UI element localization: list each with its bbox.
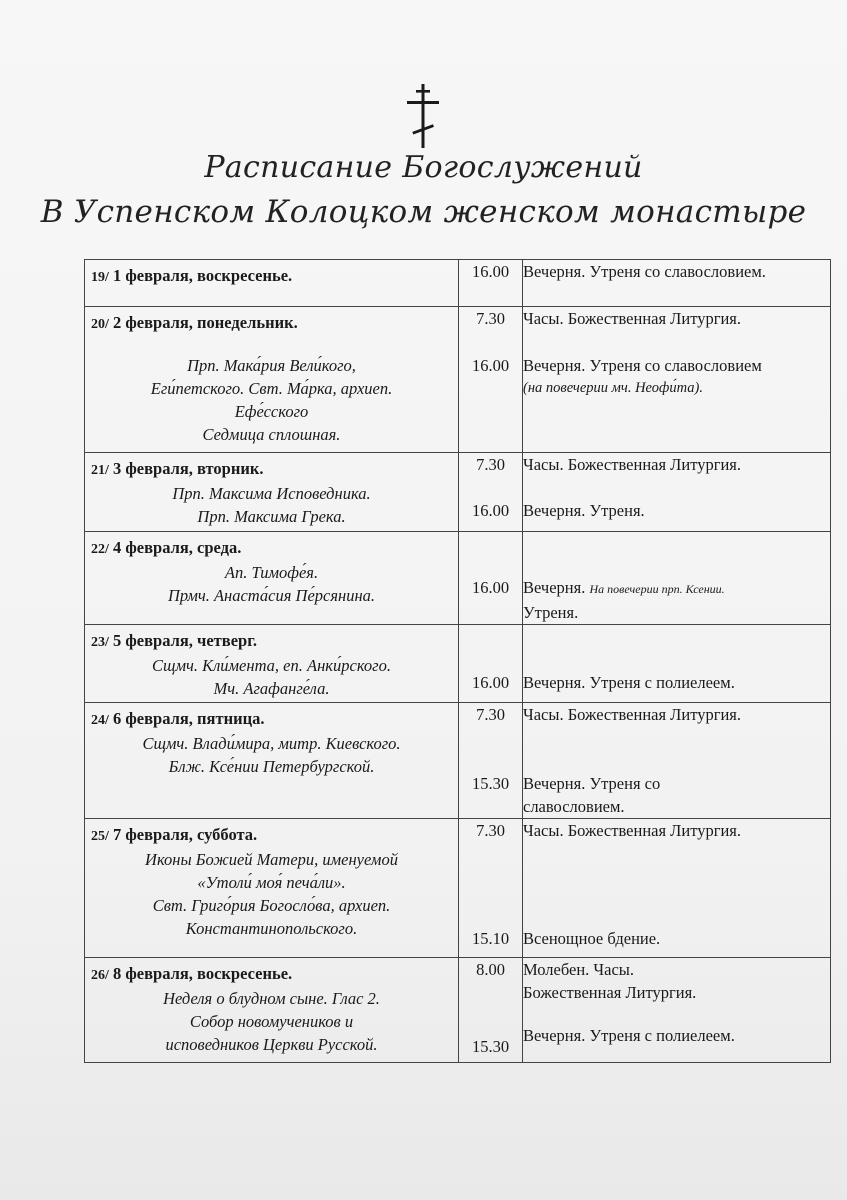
day-cell — [85, 307, 459, 453]
service-text: Вечерня. Утреня с полиелеем. — [523, 673, 735, 692]
service-cell — [523, 625, 831, 703]
day-heading — [85, 453, 458, 482]
table-row — [85, 260, 831, 307]
service-text: Утреня. — [523, 603, 579, 622]
service-time: 16.00 — [471, 262, 510, 281]
saint-line: Седмица сплошная. — [202, 425, 341, 444]
service-text: Часы. Божественная Литургия. — [523, 309, 742, 328]
service-text: Часы. Божественная Литургия. — [523, 705, 742, 724]
service-cell — [523, 307, 831, 453]
day-cell — [85, 625, 459, 703]
service-time: 7.30 — [476, 705, 505, 724]
service-cell — [523, 453, 831, 532]
service-text: Вечерня. Утреня. — [523, 501, 645, 520]
service-time: 15.30 — [471, 774, 510, 793]
old-style-date: 22/ — [91, 542, 109, 557]
saints-list — [85, 848, 458, 940]
time-cell — [459, 958, 523, 1063]
day-date: 7 февраля, суббота. — [113, 825, 258, 844]
saint-line: Константинопольского. — [185, 919, 358, 938]
saint-line: Ап. Тимофе́я. — [224, 563, 319, 582]
saints-list — [85, 654, 458, 700]
old-style-date: 24/ — [91, 713, 109, 728]
saint-line: Мч. Агафанге́ла. — [213, 679, 330, 698]
saint-line: Неделя о блудном сыне. Глас 2. — [163, 989, 380, 1008]
service-text: Вечерня. Утреня с полиелеем. — [523, 1026, 735, 1045]
table-row — [85, 453, 831, 532]
service-note: (на повечерии мч. Неофи́та). — [523, 380, 703, 396]
saint-line: Ефе́сского — [234, 402, 309, 421]
old-style-date: 26/ — [91, 968, 109, 983]
service-text: Божественная Литургия. — [523, 983, 697, 1002]
old-style-date: 23/ — [91, 635, 109, 650]
page-subtitle: В Успенском Колоцком женском монастыре — [40, 194, 807, 230]
day-heading — [85, 819, 458, 848]
saints-list — [85, 482, 458, 528]
service-line — [523, 576, 830, 601]
service-text: Всенощное бдение. — [523, 929, 661, 948]
day-date: 1 февраля, воскресенье. — [113, 266, 293, 285]
time-cell — [459, 453, 523, 532]
service-cell — [523, 260, 831, 307]
saint-line: Прмч. Анаста́сия Пе́рсянина. — [167, 586, 376, 605]
service-text: Часы. Божественная Литургия. — [523, 455, 742, 474]
saint-line: Собор новомучеников и — [189, 1012, 354, 1031]
saint-line: «Утоли́ моя́ печа́ли». — [197, 873, 346, 892]
day-date: 4 февраля, среда. — [113, 538, 242, 557]
service-time: 7.30 — [476, 455, 505, 474]
service-time: 15.10 — [471, 929, 510, 948]
day-heading — [85, 703, 458, 732]
day-cell — [85, 453, 459, 532]
service-cell — [523, 532, 831, 625]
service-cell — [523, 703, 831, 819]
time-cell — [459, 260, 523, 307]
day-date: 5 февраля, четверг. — [113, 631, 257, 650]
saint-line: Сщмч. Влади́мира, митр. Киевского. — [142, 734, 401, 753]
service-time: 7.30 — [476, 309, 505, 328]
table-row — [85, 819, 831, 958]
saints-list — [85, 354, 458, 446]
time-cell — [459, 532, 523, 625]
day-heading — [85, 260, 458, 289]
time-cell — [459, 307, 523, 453]
table-row — [85, 703, 831, 819]
schedule-table — [84, 259, 831, 1063]
service-time: 8.00 — [476, 960, 505, 979]
saint-line: Сщмч. Кли́мента, еп. Анки́рского. — [152, 656, 391, 675]
day-date: 2 февраля, понедельник. — [113, 313, 298, 332]
service-time: 16.00 — [471, 356, 510, 375]
saint-line: Еги́петского. Свт. Ма́рка, архиеп. — [150, 379, 393, 398]
old-style-date: 19/ — [91, 270, 109, 285]
service-time: 7.30 — [476, 821, 505, 840]
saint-line: исповедников Церкви Русской. — [165, 1035, 378, 1054]
old-style-date: 25/ — [91, 829, 109, 844]
time-cell — [459, 703, 523, 819]
service-time: 16.00 — [471, 578, 510, 597]
service-text: Вечерня. — [523, 578, 586, 597]
saint-line: Иконы Божией Матери, именуемой — [145, 850, 398, 869]
saint-line: Блж. Ксе́нии Петербургской. — [168, 757, 375, 776]
saints-list — [85, 561, 458, 607]
service-text: Молебен. Часы. — [523, 960, 635, 979]
page-title: Расписание Богослужений — [204, 150, 643, 185]
service-time: 15.30 — [471, 1037, 510, 1056]
day-date: 3 февраля, вторник. — [113, 459, 264, 478]
old-style-date: 20/ — [91, 317, 109, 332]
table-row — [85, 532, 831, 625]
service-note: На повечерии прп. Ксении. — [589, 582, 725, 596]
day-cell — [85, 703, 459, 819]
service-time: 16.00 — [471, 501, 510, 520]
saint-line: Свт. Григо́рия Богосло́ва, архиеп. — [152, 896, 391, 915]
day-cell — [85, 958, 459, 1063]
day-heading — [85, 625, 458, 654]
service-text: Часы. Божественная Литургия. — [523, 821, 742, 840]
day-heading — [85, 532, 458, 561]
time-cell — [459, 625, 523, 703]
table-row — [85, 307, 831, 453]
saint-line: Прп. Мака́рия Вели́кого, — [187, 356, 356, 375]
saints-list — [85, 732, 458, 778]
orthodox-cross-icon — [405, 84, 441, 148]
old-style-date: 21/ — [91, 463, 109, 478]
service-cell — [523, 819, 831, 958]
table-row — [85, 958, 831, 1063]
day-heading — [85, 958, 458, 987]
service-cell — [523, 958, 831, 1063]
day-cell — [85, 532, 459, 625]
service-text: Вечерня. Утреня со славословием. — [523, 774, 661, 816]
day-cell — [85, 819, 459, 958]
day-date: 8 февраля, воскресенье. — [113, 964, 293, 983]
day-date: 6 февраля, пятница. — [113, 709, 265, 728]
saints-list — [85, 987, 458, 1056]
day-heading — [85, 307, 458, 336]
saint-line: Прп. Максима Исповедника. — [172, 484, 371, 503]
time-cell — [459, 819, 523, 958]
service-text: Вечерня. Утреня со славословием — [523, 356, 762, 375]
day-cell — [85, 260, 459, 307]
service-time: 16.00 — [471, 673, 510, 692]
saint-line: Прп. Максима Грека. — [197, 507, 346, 526]
service-text: Вечерня. Утреня со славословием. — [523, 262, 766, 281]
table-row — [85, 625, 831, 703]
